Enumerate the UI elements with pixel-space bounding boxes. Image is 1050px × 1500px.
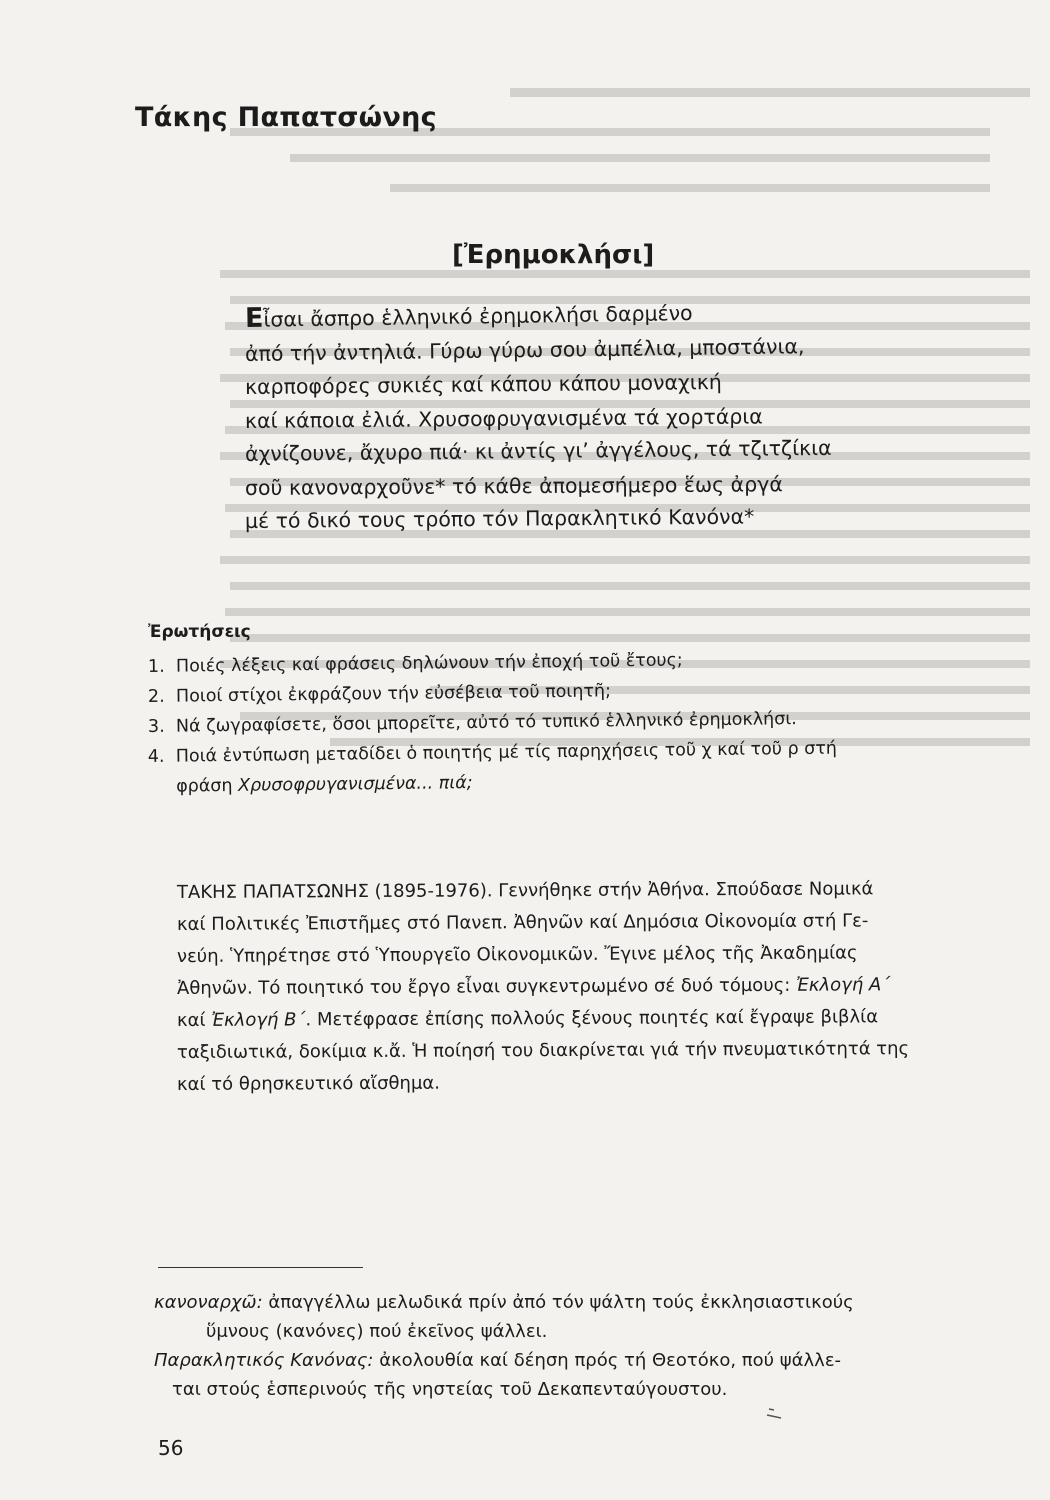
question-text: Ποιά ἐντύπωση μεταδίδει ὁ ποιητής μέ τίς παρηχήσεις τοῦ χ καί τοῦ ρ στή (175, 738, 838, 767)
poem-line: ἀχνίζουνε, ἄχυρο πιά· κι ἀντίς γι’ ἀγγέλους, τά τζιτζίκια (244, 435, 832, 466)
bio-book-title: Ἐκλογή Β΄ (211, 1009, 306, 1031)
author-biography (177, 877, 1007, 1101)
poem-line: σοῦ κανοναρχοῦνε* τό κάθε ἀπομεσήμερο ἕως ἀργά (244, 471, 783, 500)
footnote-continuation: ὕμνους (κανόνες) πού ἐκεῖνος ψάλλει. (206, 1321, 548, 1342)
bio-line: καί τό θρησκευτικό αἴσθημα. (176, 1072, 441, 1095)
bio-line (177, 969, 1007, 1005)
poem-body (245, 302, 985, 539)
bio-text: καί (176, 1009, 212, 1031)
footnote-separator (158, 1267, 363, 1268)
question-text: Ποιές λέξεις καί φράσεις δηλώνουν τήν ἐποχή τοῦ ἔτους; (175, 650, 683, 677)
question-text: Ποιοί στίχοι ἐκφράζουν τήν εὐσέβεια τοῦ ποιητῆ; (175, 681, 612, 707)
pencil-mark-icon (765, 1403, 783, 1421)
question-number: 3. (147, 716, 165, 737)
footnotes (154, 1288, 1024, 1404)
bio-line: καί Πολιτικές Ἐπιστῆμες στό Πανεπ. Ἀθηνῶν καί Δημόσια Οἰκονομία στή Γε- (176, 910, 869, 935)
questions-list (148, 652, 1018, 802)
question-text: Νά ζωγραφίσετε, ὅσοι μπορεῖτε, αὐτό τό τυπικό ἑλληνικό ἐρημοκλήσι. (175, 709, 797, 737)
footnote-term: κανοναρχῶ: (154, 1292, 263, 1313)
question-number: 1. (147, 656, 165, 677)
bio-text: . Μετέφρασε ἐπίσης πολλούς ξένους ποιητές καί ἔγραψε βιβλία (305, 1006, 879, 1031)
footnote (154, 1288, 1024, 1317)
poem-line: μέ τό δικό τους τρόπο τόν Παρακλητικό Κανόνα* (244, 504, 755, 533)
footnote (154, 1346, 1024, 1375)
bio-line (177, 1001, 1007, 1037)
questions-heading: Ἐρωτήσεις (148, 622, 251, 642)
footnote-definition: ἀπαγγέλλω μελωδικά πρίν ἀπό τόν ψάλτη τούς ἐκκλησιαστικούς (262, 1292, 854, 1313)
question-number: 4. (147, 746, 165, 768)
question-number: 2. (147, 686, 165, 707)
question-text-block (176, 731, 1019, 801)
bio-book-title: Ἐκλογή Α΄ (796, 974, 891, 996)
bio-line: ΤΑΚΗΣ ΠΑΠΑΤΣΩΝΗΣ (1895-1976). Γεννήθηκε στήν Ἀθήνα. Σπούδασε Νομικά (176, 878, 874, 903)
question-quoted-phrase: Χρυσοφρυγανισμένα... πιά; (237, 773, 473, 796)
poem-line: καρποφόρες συκιές καί κάπου κάπου μοναχική (244, 370, 722, 399)
bio-line: νεύη. Ὑπηρέτησε στό Ὑπουργεῖο Οἰκονομικῶν. Ἔγινε μέλος τῆς Ἀκαδημίας (176, 942, 858, 967)
bio-line: ταξιδιωτικά, δοκίμια κ.ἄ. Ἡ ποίησή του διακρίνεται γιά τήν πνευματικότητά της (176, 1038, 910, 1063)
poem-line: καί κάποια ἐλιά. Χρυσοφρυγανισμένα τά χορτάρια (244, 403, 763, 433)
poem-title: [Ἐρημοκλήσι] (452, 240, 655, 270)
poem-line: Εἶσαι ἄσπρο ἑλληνικό ἐρημοκλήσι δαρμένο (244, 300, 693, 334)
poem-line: ἀπό τήν ἀντηλιά. Γύρω γύρω σου ἀμπέλια, μποστάνια, (244, 333, 805, 366)
question-item (148, 731, 1019, 802)
question-text-cont: φράση (176, 775, 239, 797)
author-heading: Τάκης Παπατσώνης (135, 102, 437, 133)
page-number: 56 (158, 1436, 184, 1460)
footnote-continuation: ται στούς ἑσπερινούς τῆς νηστείας τοῦ Δεκαπενταύγουστου. (172, 1379, 728, 1400)
footnote-definition: ἀκολουθία καί δέηση πρός τή Θεοτόκο, πού ψάλλε- (373, 1350, 842, 1371)
bio-text: Ἀθηνῶν. Τό ποιητικό του ἔργο εἶναι συγκεντρωμένο σέ δυό τόμους: (176, 974, 797, 999)
footnote-term: Παρακλητικός Κανόνας: (154, 1350, 374, 1371)
